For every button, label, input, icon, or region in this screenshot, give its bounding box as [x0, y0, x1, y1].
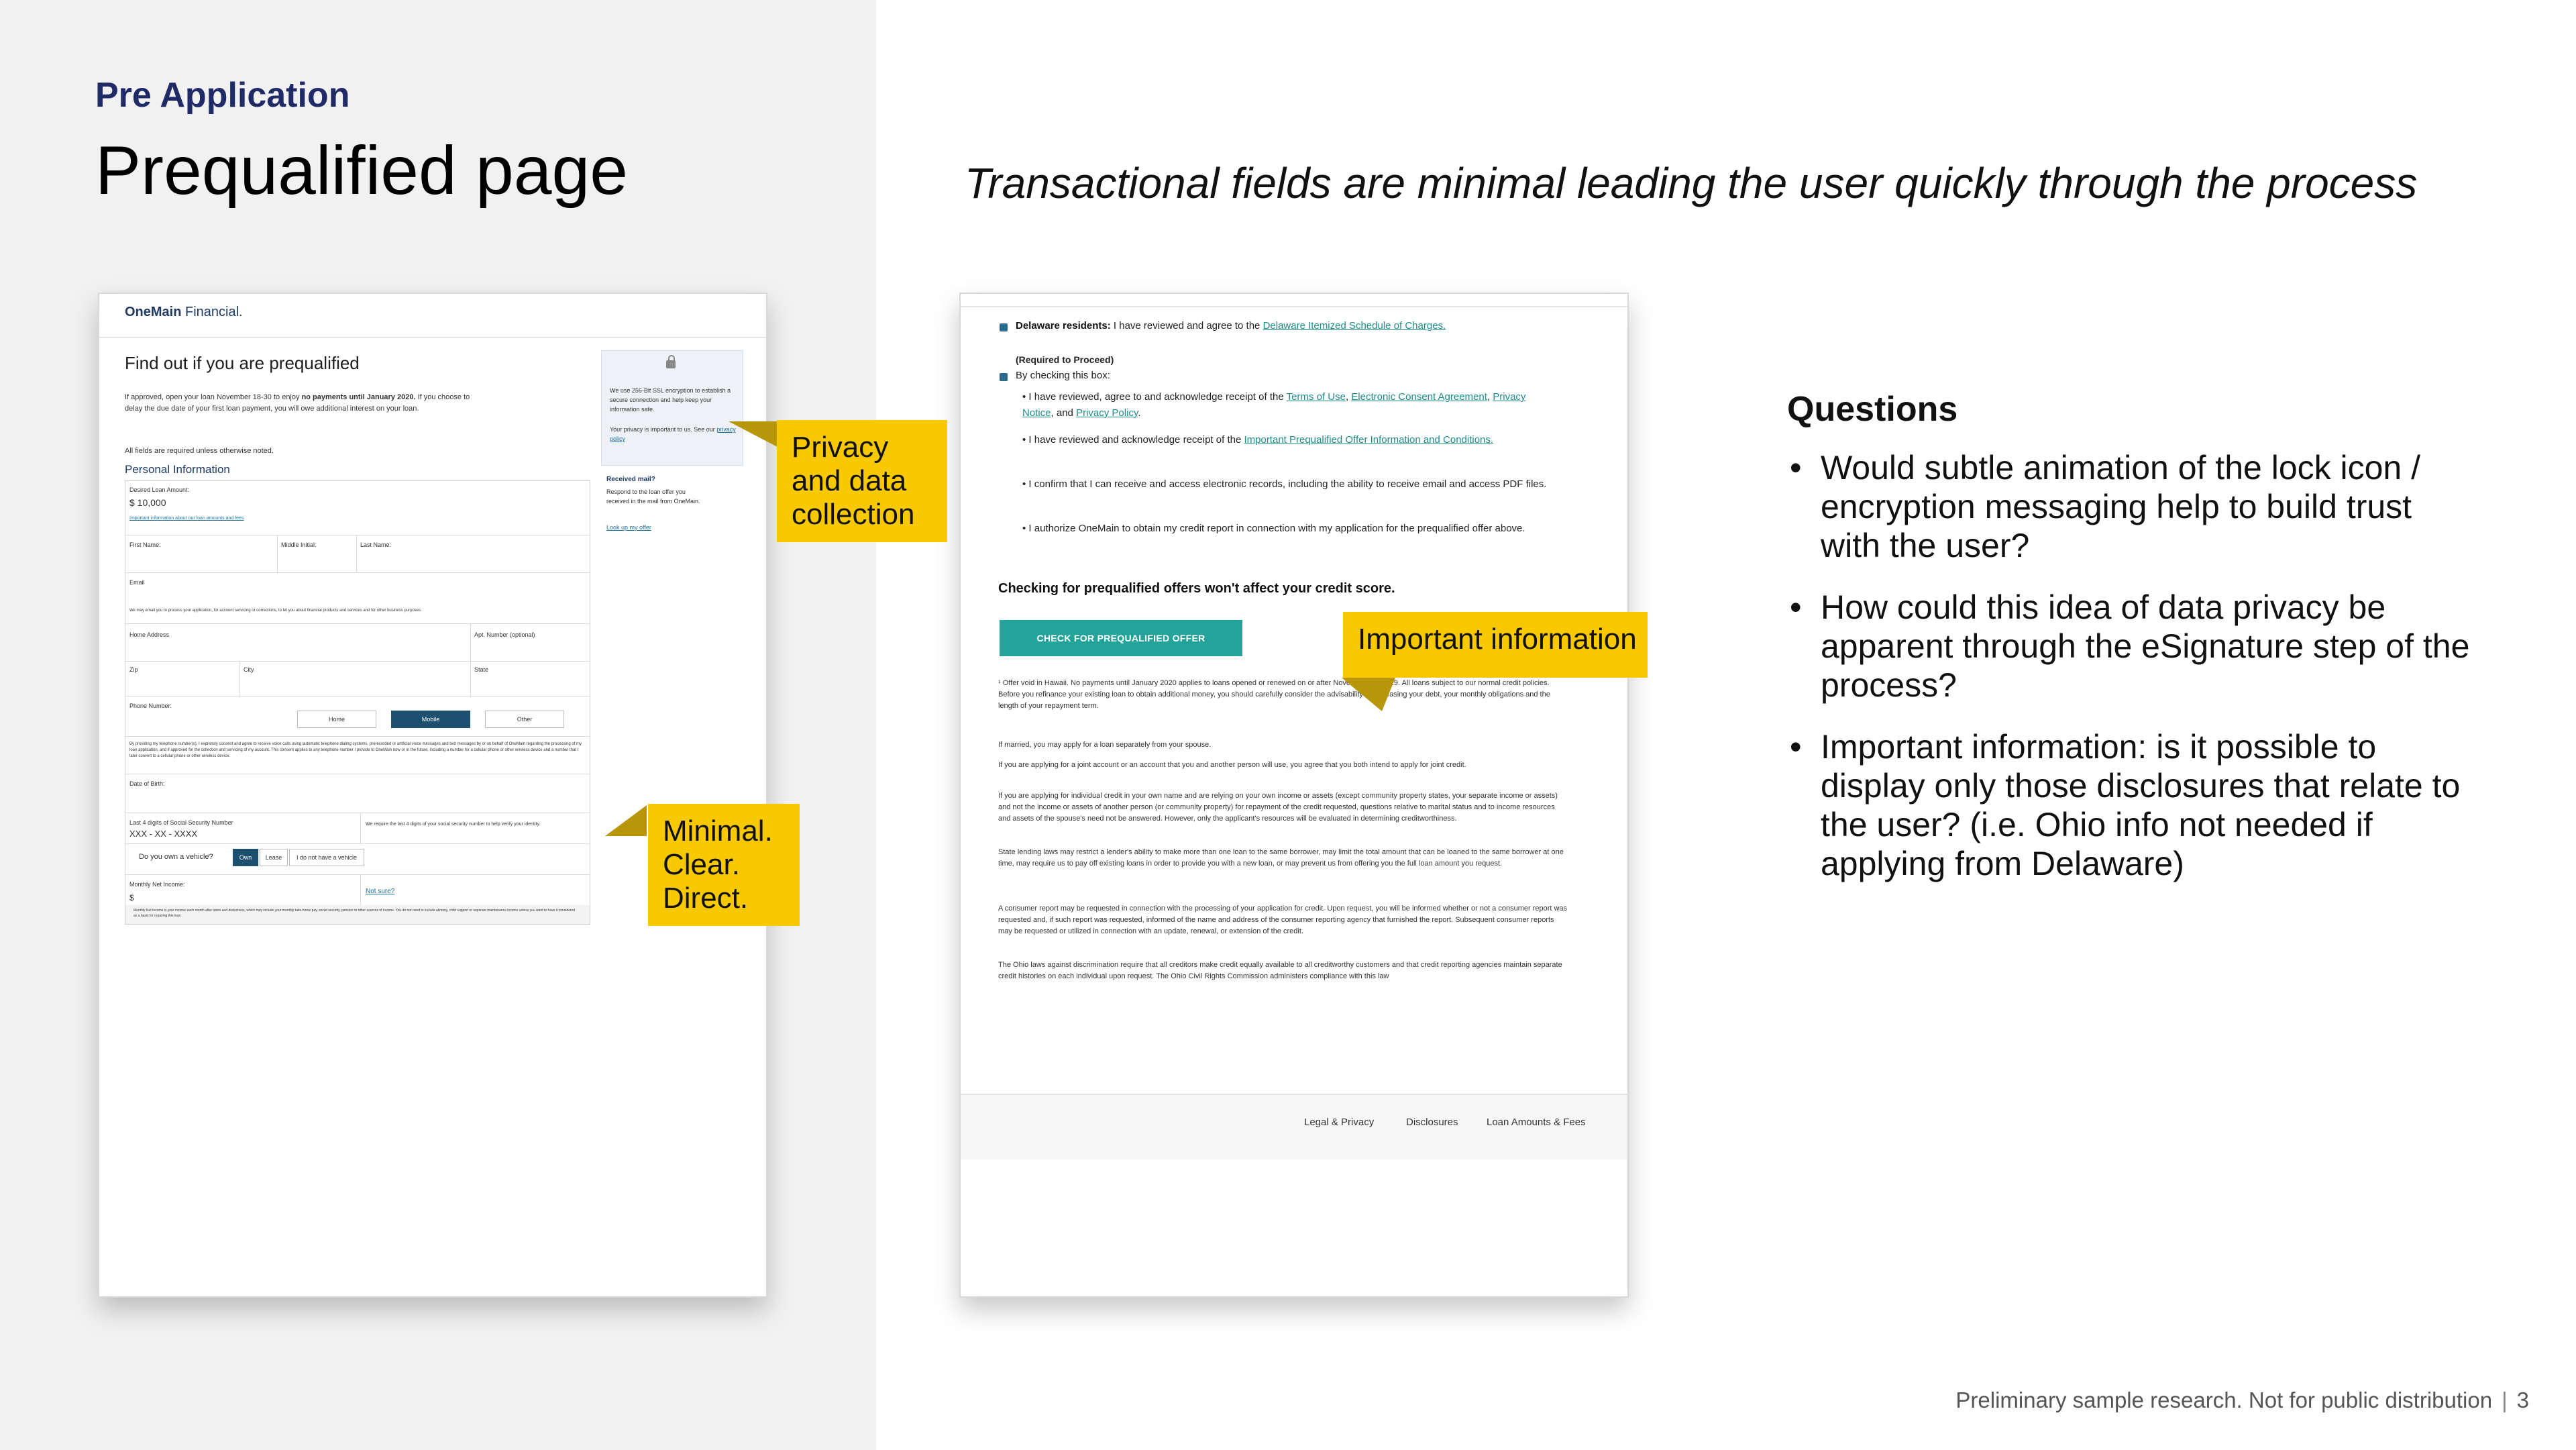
important-info-callout: Important information: [1343, 612, 1648, 678]
question-item: • Would subtle animation of the lock icon / encryption messaging help to build trust with the user?: [1790, 449, 2421, 564]
divider: [125, 843, 590, 844]
agreement-checkbox[interactable]: [1000, 373, 1008, 381]
phone-type-other[interactable]: Other: [485, 711, 564, 728]
state-select[interactable]: State: [474, 666, 489, 673]
check-prequalified-offer-button[interactable]: CHECK FOR PREQUALIFIED OFFER: [1000, 620, 1242, 656]
page-number: 3: [2516, 1388, 2529, 1412]
last-name-field[interactable]: Last Name:: [360, 541, 392, 548]
slide-subtitle: Transactional fields are minimal leading the user quickly through the process: [965, 159, 2418, 207]
phone-number-label: Phone Number:: [129, 703, 172, 709]
phone-type-mobile[interactable]: Mobile: [391, 711, 470, 728]
minimal-callout: Minimal. Clear. Direct.: [648, 804, 800, 926]
ssn-label: Last 4 digits of Social Security Number: [129, 819, 233, 826]
delaware-consent: Delaware residents: I have reviewed and agree to the Delaware Itemized Schedule of Charges.: [1016, 320, 1446, 331]
personal-info-heading: Personal Information: [125, 463, 230, 476]
disclosures-link[interactable]: Disclosures: [1406, 1117, 1458, 1128]
divider: [125, 623, 590, 624]
no-vehicle-button[interactable]: I do not have a vehicle: [289, 849, 364, 866]
lock-icon: [666, 360, 676, 368]
date-of-birth-field[interactable]: Date of Birth:: [129, 780, 165, 787]
apt-number-field[interactable]: Apt. Number (optional): [474, 631, 535, 638]
callout-pointer: [605, 805, 647, 836]
privacy-box: [601, 350, 743, 466]
legal-privacy-link[interactable]: Legal & Privacy: [1304, 1117, 1375, 1128]
received-mail-heading: Received mail?: [606, 476, 655, 483]
income-input[interactable]: $: [129, 893, 134, 902]
divider: [125, 661, 590, 662]
encryption-text: We use 256-Bit SSL encryption to establish a secure connection and help keep your information safe.: [610, 387, 731, 413]
header-divider: [99, 337, 766, 338]
privacy-policy-link[interactable]: Privacy Policy: [1076, 407, 1138, 419]
footer-note: Preliminary sample research. Not for public distribution | 3: [1955, 1388, 2529, 1412]
ssn-input[interactable]: XXX - XX - XXXX: [129, 829, 198, 839]
desired-amount-label: Desired Loan Amount:: [129, 486, 190, 493]
income-note: Monthly Net Income is your income each month after taxes and deductions, which may include your monthly take-home pay, social security, pension or other sources of income. You do not need to include alimony, child support or separate maintenance income unless you want to have it considered as a basis for repaying this loan.: [133, 909, 576, 918]
vehicle-own-button[interactable]: Own: [233, 849, 258, 866]
phone-consent-text: By providing my telephone number(s), I expressly consent and agree to receive voice calls using automatic telephone dialing systems, prerecorded or artificial voice messages and text messages by or on behalf of OneMain regarding the processing of my loan application, and if approved for the collection and servicing of my account. This consent applies to any telephone number I provide to OneMain now or in the future, including a number for a cellular phone or other wireless device and a number that I later convert to a cellular phone or other wireless device.: [129, 742, 582, 758]
divider: [125, 874, 590, 875]
first-name-field[interactable]: First Name:: [129, 541, 161, 548]
vehicle-lease-button[interactable]: Lease: [260, 849, 288, 866]
income-label: Monthly Net Income:: [129, 881, 185, 888]
onemain-logo: OneMain Financial.: [125, 305, 243, 319]
questions-list: [1787, 448, 2471, 906]
privacy-text: Your privacy is important to us. See our privacy policy: [610, 426, 736, 442]
city-field[interactable]: City: [244, 666, 254, 673]
intro-text: If approved, open your loan November 18-30 to enjoy no payments until January 2020. If you choose to delay the due date of your first loan payment, you will owe additional interest on your loan.: [125, 393, 470, 413]
terms-bullet: • I have reviewed, agree to and acknowledge receipt of the Terms of Use, Electronic Consent Agreement, Privacy Notice, and Privacy Policy.: [1022, 391, 1526, 419]
disclosure-married: If married, you may apply for a loan separately from your spouse.: [998, 741, 1212, 749]
disclosure-hawaii: ¹ Offer void in Hawaii. No payments until January 2020 applies to loans opened or renewed on or after November 18, 2019. All loans subject to our normal credit policies. Before you refinance your existing loan to obtain additional money, you should carefully consider the advisability of increasing your debt, your monthly obligations and the length of your repayment term.: [998, 679, 1550, 710]
middle-initial-field[interactable]: Middle Initial:: [281, 541, 317, 548]
disclosures-screenshot: [959, 293, 1629, 1298]
callout-pointer: [1342, 678, 1395, 711]
disclosure-consumer-report: A consumer report may be requested in connection with the processing of your application for credit. Upon request, you will be informed whether or not a consumer report was requested and, if such report was requested, informed of the name and address of the consumer reporting agency that furnished the report. Subsequent consumer reports may be requested or utilized in connection with an update, renewal, or extension of the credit.: [998, 904, 1568, 935]
home-address-field[interactable]: Home Address: [129, 631, 170, 638]
personal-info-form: [125, 480, 590, 925]
email-note: We may email you to process your application, for account servicing or corrections, to let you about financial products and services and for other business purposes.: [129, 609, 422, 613]
divider: [470, 661, 471, 696]
bullet-icon: •: [1790, 728, 1802, 766]
top-divider: [961, 306, 1627, 307]
divider: [470, 623, 471, 661]
received-mail-text: Respond to the loan offer you received in the mail from OneMain.: [606, 488, 700, 505]
by-checking-text: By checking this box:: [1016, 370, 1110, 381]
prequalified-info-link[interactable]: Important Prequalified Offer Information and Conditions.: [1244, 434, 1494, 446]
privacy-callout: Privacy and data collection: [777, 420, 947, 542]
divider: [356, 535, 357, 572]
desired-amount-input[interactable]: $ 10,000: [129, 497, 166, 508]
privacy-notice-link[interactable]: Privacy Notice: [1022, 391, 1526, 419]
ssn-note: We require the last 4 digits of your social security number to help verify your identity.: [366, 822, 541, 827]
credit-score-note: Checking for prequalified offers won't affect your credit score.: [998, 581, 1395, 596]
form-heading: Find out if you are prequalified: [125, 353, 360, 373]
credit-report-bullet: • I authorize OneMain to obtain my credit report in connection with my application for the prequalified offer above.: [1022, 523, 1525, 534]
delaware-checkbox[interactable]: [1000, 323, 1008, 331]
bullet-icon: •: [1790, 588, 1802, 626]
questions-heading: Questions: [1787, 390, 1958, 429]
divider: [125, 572, 590, 573]
phone-type-home[interactable]: Home: [297, 711, 376, 728]
look-up-offer-link[interactable]: Look up my offer: [606, 524, 651, 531]
disclosure-individual: If you are applying for individual credit in your own name and are relying on your own income or assets (except community property states, your separate income or assets) and not the income or assets of another person (or community property) for repayment of the credit requested, questions relative to marital status and to income resources and assets of the spouse's need not be answered. However, only the applicant's resources will be evaluated in determining creditworthiness.: [998, 792, 1558, 823]
vehicle-question: Do you own a vehicle?: [139, 853, 213, 861]
prequalified-form-screenshot: [98, 293, 767, 1298]
divider: [239, 661, 240, 696]
bullet-icon: •: [1790, 449, 1802, 486]
required-note: All fields are required unless otherwise noted.: [125, 447, 274, 455]
required-note: (Required to Proceed): [1016, 354, 1114, 365]
page-title: Prequalified page: [95, 132, 628, 209]
terms-of-use-link[interactable]: Terms of Use: [1286, 391, 1346, 403]
electronic-records-bullet: • I confirm that I can receive and access electronic records, including the ability to receive email and access PDF files.: [1022, 478, 1547, 490]
zip-field[interactable]: Zip: [129, 666, 138, 673]
privacy-policy-link[interactable]: privacy policy: [610, 426, 736, 442]
divider: [125, 736, 590, 737]
divider: [360, 874, 361, 905]
prequalified-info-bullet: • I have reviewed and acknowledge receipt of the Important Prequalified Offer Information and Conditions.: [1022, 434, 1494, 446]
disclosure-ohio: The Ohio laws against discrimination require that all creditors make credit equally available to all creditworthy customers and that credit reporting agencies maintain separate credit histories on each individual upon request. The Ohio Civil Rights Commission administers compliance with this law: [998, 961, 1562, 980]
question-item: • How could this idea of data privacy be apparent through the eSignature step of the process?: [1790, 588, 2470, 704]
email-field[interactable]: Email: [129, 579, 145, 586]
section-label: Pre Application: [95, 76, 350, 115]
not-sure-link[interactable]: Not sure?: [366, 888, 395, 895]
divider: [277, 535, 278, 572]
question-item: • Important information: is it possible to display only those disclosures that relate to the user? (i.e. Ohio info not needed if applying from Delaware): [1790, 728, 2461, 882]
electronic-consent-link[interactable]: Electronic Consent Agreement: [1351, 391, 1487, 403]
disclosure-joint: If you are applying for a joint account or an account that you and another person will use, you agree that you both intend to apply for joint credit.: [998, 761, 1466, 769]
delaware-schedule-link[interactable]: Delaware Itemized Schedule of Charges.: [1263, 320, 1446, 331]
important-info-link[interactable]: Important information about our loan amounts and fees: [129, 516, 244, 521]
loan-amounts-fees-link[interactable]: Loan Amounts & Fees: [1487, 1117, 1586, 1128]
divider: [360, 813, 361, 843]
disclosure-state-lending: State lending laws may restrict a lender's ability to make more than one loan to the same borrower, may limit the total amount that can be loaned to the same borrower at one time, may require us to pay off existing loans in order to provide you with a new loan, or may prevent us from offering you the full loan amount you request.: [998, 848, 1564, 868]
